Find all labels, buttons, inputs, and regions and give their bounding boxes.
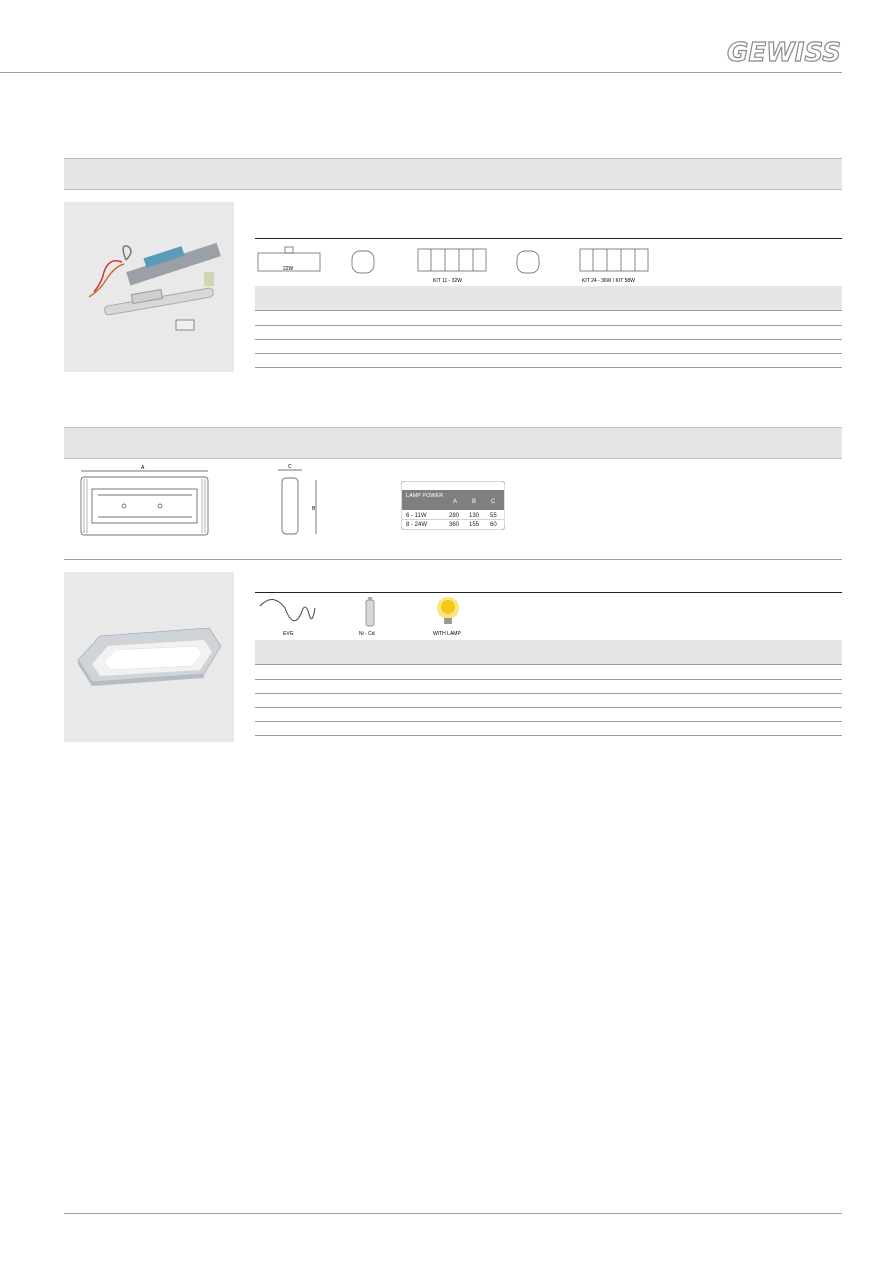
diagram-caption-kit-24-58w: KIT 24 - 36W / KIT 58W: [582, 278, 635, 284]
lightbulb-icon: [437, 597, 459, 624]
dim-table-header-lamp-power: LAMP POWER: [406, 493, 444, 499]
footer-rule: [64, 1213, 842, 1214]
dim-label-a: A: [141, 465, 145, 471]
s3-feature-icons: [255, 594, 505, 638]
dim-table-cell: 280: [449, 513, 460, 519]
s1-diagrams: [255, 241, 842, 285]
emergency-luminaire-photo: [64, 572, 234, 742]
dim-table-header-b: B: [472, 499, 477, 505]
dim-table-cell: 6 - 11W: [406, 513, 427, 519]
side-view-drawing: [272, 460, 327, 540]
s1-table-header: [255, 286, 842, 310]
emergency-kit-photo: [64, 202, 234, 372]
s3-row-line: [255, 679, 842, 680]
header-rule: [0, 72, 842, 73]
s3-table-top-rule: [255, 592, 842, 593]
s1-row-line: [255, 325, 842, 326]
battery-icon: [366, 600, 374, 626]
section2-bottom-rule: [64, 559, 842, 560]
dim-table-header-c: C: [491, 499, 496, 505]
dim-table-cell: 55: [490, 513, 497, 519]
s3-table-header: [255, 640, 842, 664]
section2-title-band: [64, 427, 842, 459]
nicd-label: Ni - Cd: [359, 631, 375, 637]
front-view-drawing: [78, 461, 213, 541]
kit-dimension-diagrams: [255, 241, 842, 285]
s1-row-line: [255, 353, 842, 354]
diagram-caption-kit-11-32w: KIT 11 - 32W: [433, 278, 462, 284]
s3-row-line: [255, 735, 842, 736]
dim-table-cell: 360: [449, 522, 460, 528]
dim-label-c: C: [288, 464, 292, 470]
diagram-caption-22w: 22W: [283, 266, 294, 272]
gewiss-logo: GEWISS: [727, 38, 841, 68]
s1-row-line: [255, 367, 842, 368]
dim-table-cell: 60: [490, 522, 497, 528]
with-lamp-label: WITH LAMP: [433, 631, 461, 637]
evg-label: EVG: [283, 631, 294, 637]
s1-row-line: [255, 339, 842, 340]
s3-row-line: [255, 707, 842, 708]
lamp-dimension-table: [401, 481, 505, 530]
dim-table-cell: 155: [469, 522, 480, 528]
section1-title-band: [64, 158, 842, 190]
dim-label-b: B: [312, 506, 316, 512]
evg-wave-icon: [260, 599, 315, 620]
s1-row-line: [255, 310, 842, 311]
s3-row-line: [255, 664, 842, 665]
s3-row-line: [255, 693, 842, 694]
s1-table-top-rule: [255, 238, 842, 239]
s3-row-line: [255, 721, 842, 722]
dim-table-header-a: A: [453, 499, 458, 505]
dim-table-cell: 130: [469, 513, 480, 519]
dim-table-cell: 8 - 24W: [406, 522, 428, 528]
